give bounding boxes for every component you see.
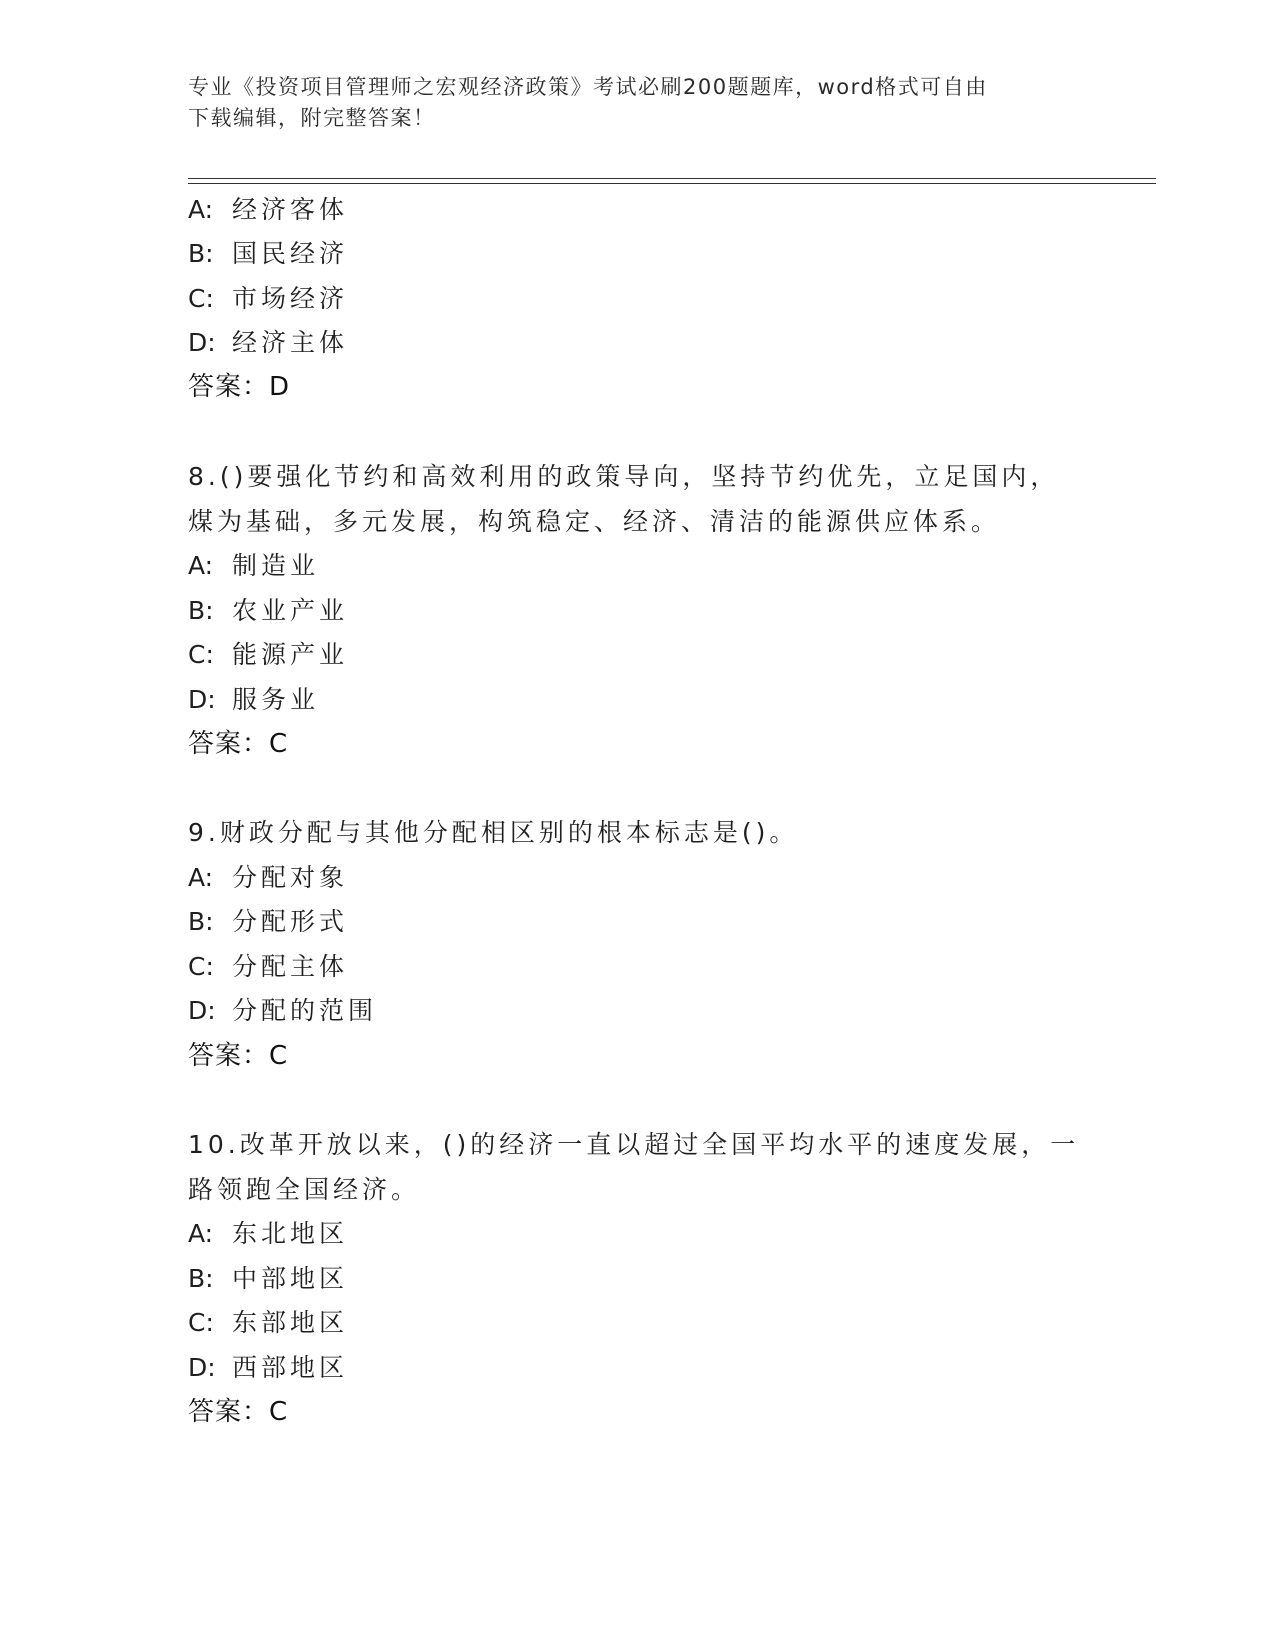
option-c: C: 能源产业 <box>188 640 349 669</box>
option-c: C: 分配主体 <box>188 952 349 981</box>
option-d: D: 经济主体 <box>188 328 349 357</box>
header-divider-bottom <box>188 183 1156 184</box>
option-d: D: 分配的范围 <box>188 996 378 1025</box>
header-divider-top <box>188 178 1156 179</box>
answer-line: 答案：C <box>188 1397 289 1427</box>
document-header <box>188 72 1088 134</box>
option-a: A: 制造业 <box>188 551 320 580</box>
answer-line: 答案：C <box>188 1041 289 1071</box>
option-c: C: 东部地区 <box>188 1308 349 1337</box>
answer-line: 答案：C <box>188 729 289 759</box>
question-stem-line-2: 路领跑全国经济。 <box>188 1175 421 1204</box>
question-stem-line-1: 9.财政分配与其他分配相区别的根本标志是()。 <box>188 818 799 847</box>
option-a: A: 经济客体 <box>188 195 349 224</box>
question-stem-line-1: 8.()要强化节约和高效利用的政策导向，坚持节约优先，立足国内， <box>188 462 1060 491</box>
option-b: B: 分配形式 <box>188 907 349 936</box>
answer-line: 答案：D <box>188 372 291 402</box>
question-stem-line-2: 煤为基础，多元发展，构筑稳定、经济、清洁的能源供应体系。 <box>188 507 1001 536</box>
header-line-1: 专业《投资项目管理师之宏观经济政策》考试必刷200题题库，word格式可自由 <box>188 75 988 99</box>
option-d: D: 服务业 <box>188 685 320 714</box>
option-a: A: 分配对象 <box>188 863 349 892</box>
option-a: A: 东北地区 <box>188 1219 349 1248</box>
option-c: C: 市场经济 <box>188 284 349 313</box>
option-b: B: 中部地区 <box>188 1264 349 1293</box>
option-b: B: 国民经济 <box>188 239 349 268</box>
question-stem-line-1: 10.改革开放以来，()的经济一直以超过全国平均水平的速度发展，一 <box>188 1130 1080 1159</box>
header-line-2: 下载编辑，附完整答案！ <box>188 106 436 130</box>
option-d: D: 西部地区 <box>188 1353 349 1382</box>
option-b: B: 农业产业 <box>188 596 349 625</box>
